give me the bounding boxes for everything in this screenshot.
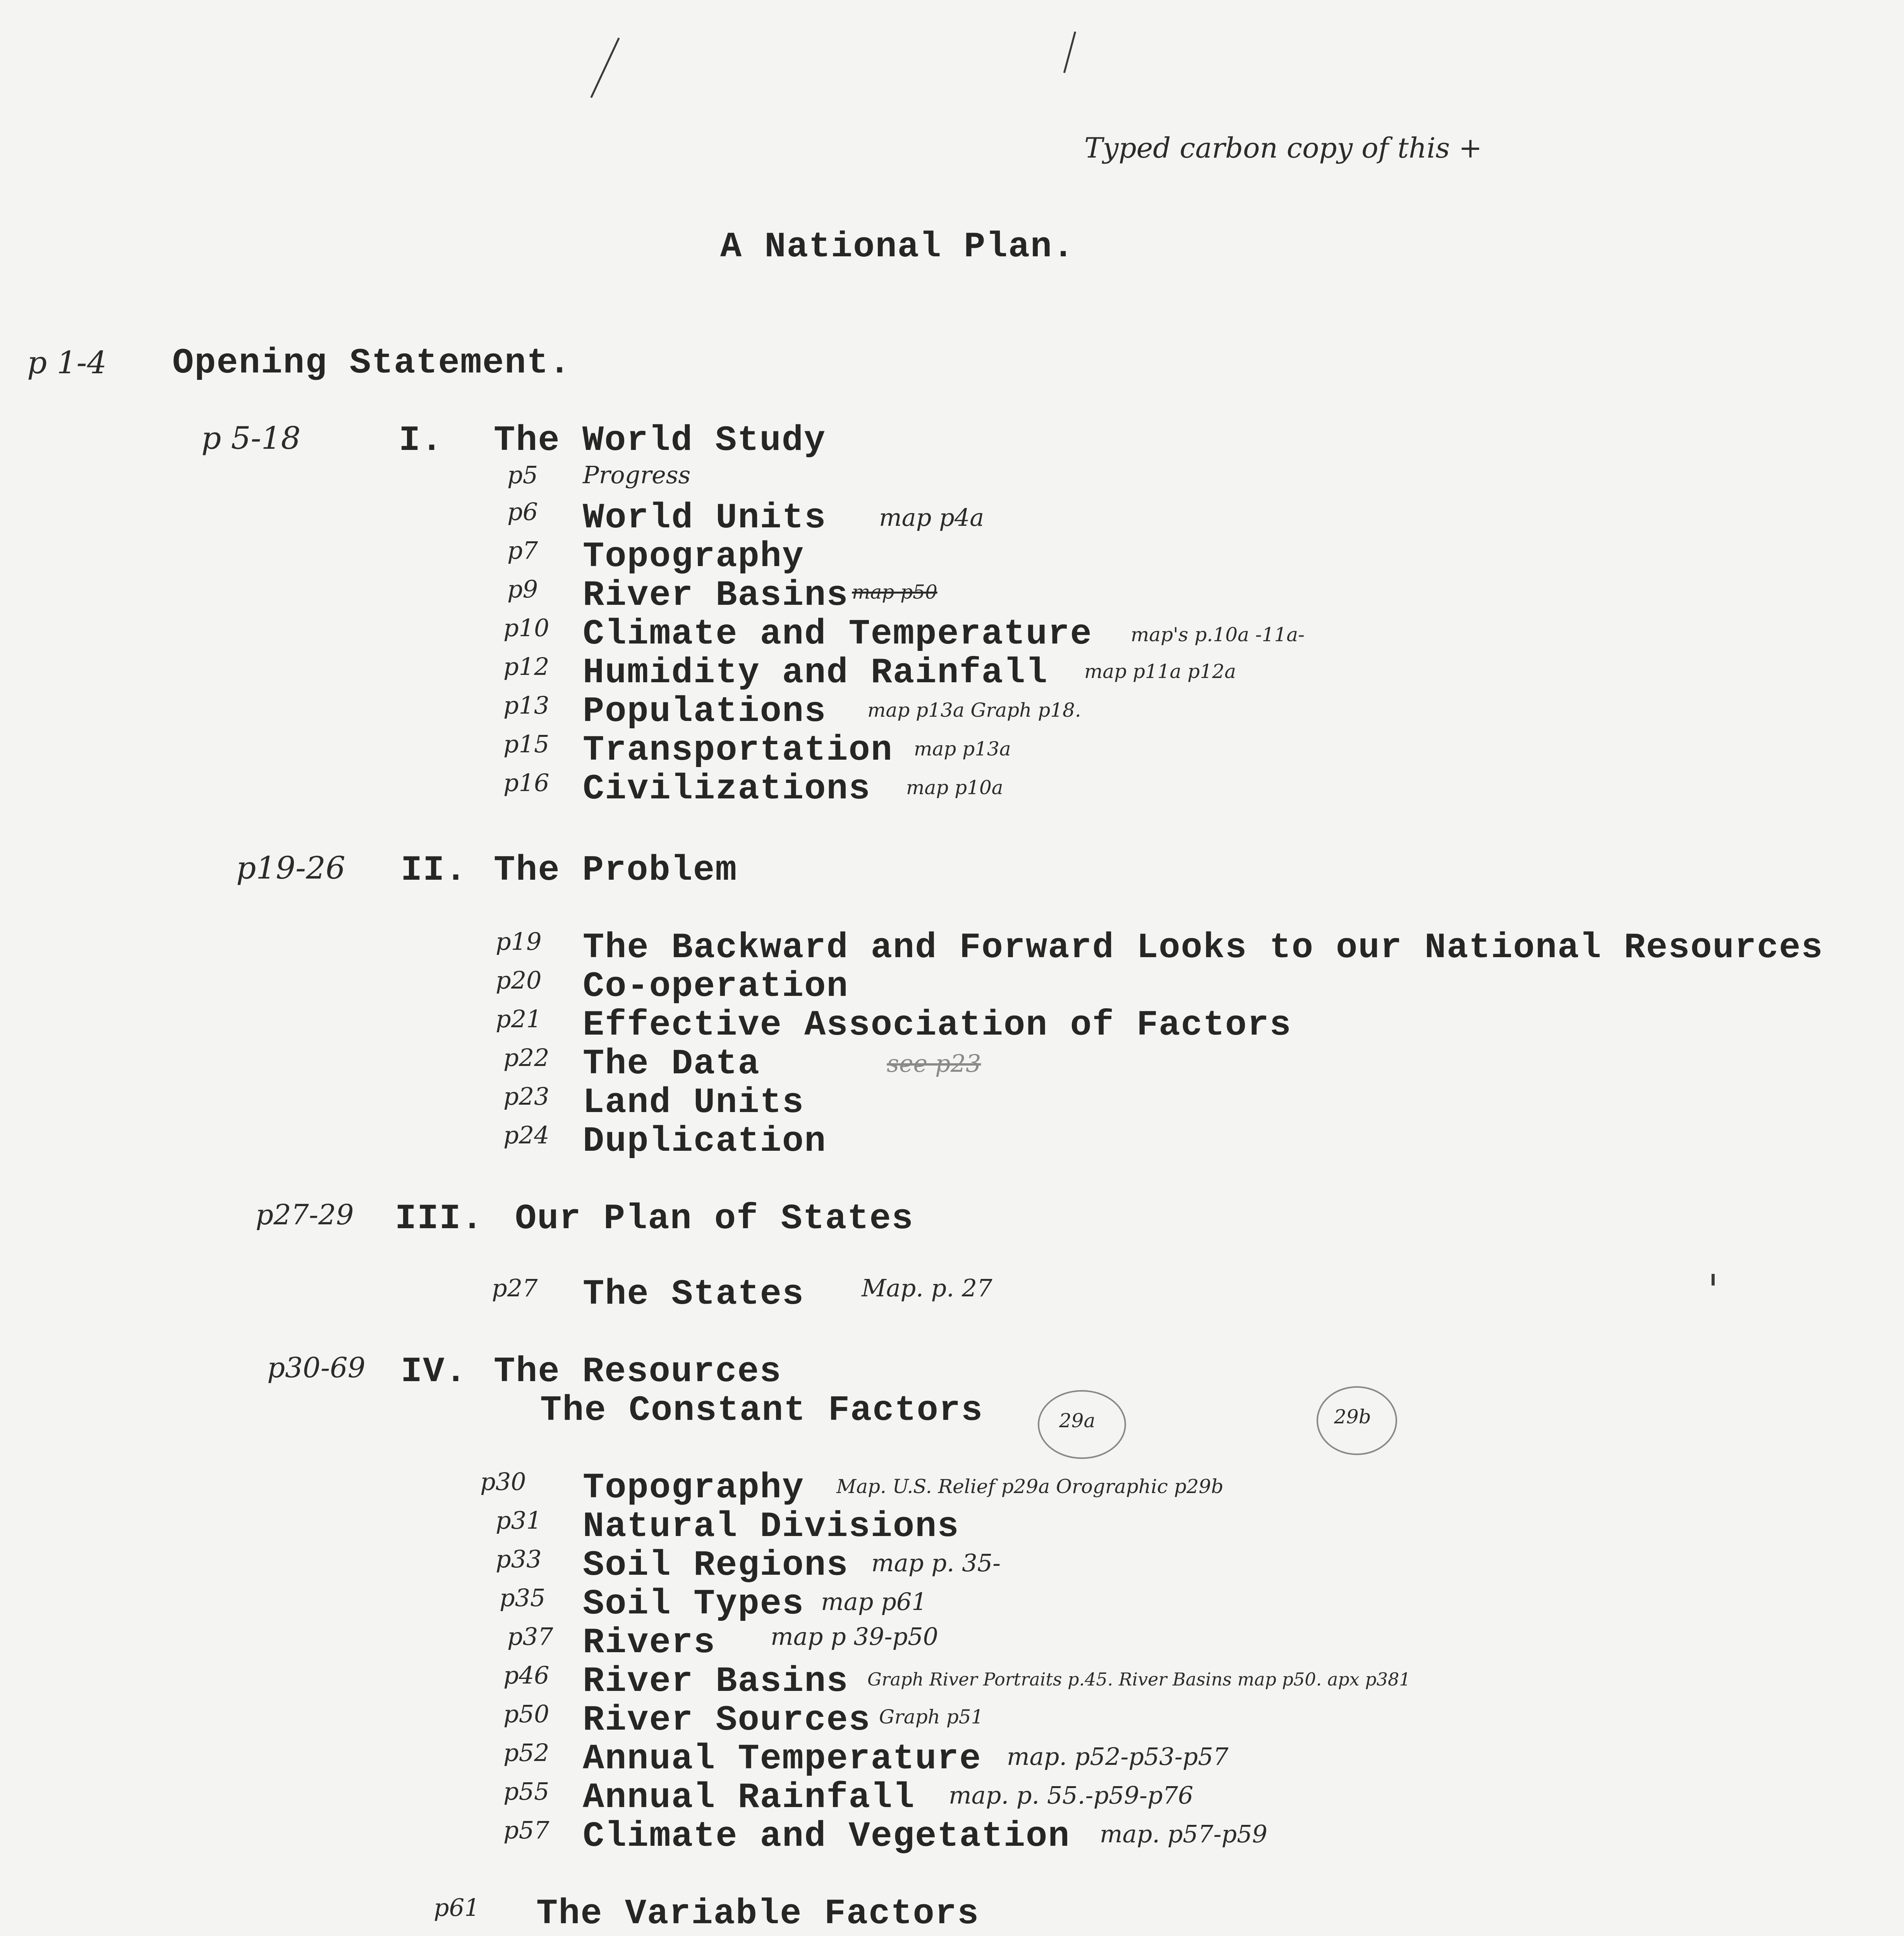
item-note: Graph River Portraits p.45. River Basins map p50. apx p381	[867, 1669, 1411, 1690]
item-ref: p13	[503, 691, 549, 719]
item-ref: p31	[496, 1506, 542, 1534]
circled-note: 29b	[1334, 1406, 1371, 1428]
item-note: map p 39-p50	[771, 1622, 938, 1651]
item-label: Annual Temperature	[583, 1739, 982, 1779]
item-ref: p12	[503, 652, 549, 681]
item-label: Co-operation	[583, 966, 849, 1007]
item-note: map p. 35-	[871, 1549, 1001, 1577]
item-label: River Basins	[583, 1661, 849, 1702]
item-ref: p7	[507, 536, 538, 565]
item-label: Rivers	[583, 1622, 716, 1663]
item-note: Map. U.S. Relief p29a Orographic p29b	[836, 1475, 1224, 1498]
item-label: Humidity and Rainfall	[583, 652, 1048, 693]
item-label: World Units	[583, 498, 827, 538]
item-note: map p50	[852, 581, 937, 603]
section4-subtitle: The Constant Factors	[540, 1390, 984, 1431]
page-title: A National Plan.	[720, 227, 1075, 267]
section1-page-ref: p 5-18	[201, 420, 301, 456]
item-note: map p13a	[914, 738, 1011, 760]
section1-numeral: I.	[399, 420, 443, 461]
item-note: map p61	[821, 1588, 927, 1616]
item-ref: p52	[503, 1739, 549, 1767]
item-ref: p46	[503, 1661, 549, 1689]
section2-page-ref: p19-26	[236, 850, 345, 886]
item-ref: p55	[503, 1777, 549, 1806]
item-label: Transportation	[583, 730, 893, 771]
item-ref: p6	[507, 498, 538, 526]
item-label: Effective Association of Factors	[583, 1005, 1292, 1045]
pencil-mark	[1063, 31, 1076, 73]
ink-dot	[1712, 1274, 1715, 1286]
section4-title: The Resources	[494, 1351, 782, 1392]
item-ref: p10	[503, 614, 549, 642]
item-label: Land Units	[583, 1082, 805, 1123]
item-note: see p23	[887, 1049, 981, 1078]
section3-title: Our Plan of States	[515, 1198, 914, 1239]
item-label: Topography	[583, 536, 805, 577]
item-note: Map. p. 27	[862, 1274, 992, 1302]
item-ref: p16	[503, 769, 549, 797]
item-label: Soil Types	[583, 1584, 805, 1624]
item-ref: p50	[503, 1700, 549, 1728]
item-label: Soil Regions	[583, 1545, 849, 1586]
item-ref: p9	[507, 575, 538, 603]
item-ref: p35	[500, 1584, 546, 1612]
item-note: map. p57-p59	[1100, 1820, 1267, 1848]
section2-title: The Problem	[494, 850, 738, 891]
item-note: map p4a	[879, 503, 984, 532]
item-label: River Basins	[583, 575, 849, 616]
item-label: Duplication	[583, 1121, 827, 1162]
item-ref: p23	[503, 1082, 549, 1110]
opening-statement: Opening Statement.	[172, 343, 571, 383]
section4-numeral: IV.	[401, 1351, 467, 1392]
item-label: Topography	[583, 1467, 805, 1508]
item-note: map p13a Graph p18.	[867, 699, 1081, 721]
circled-note: 29a	[1059, 1409, 1095, 1432]
margin-note: Typed carbon copy of this +	[1084, 132, 1482, 164]
opening-page-ref: p 1-4	[27, 345, 107, 381]
item-label: Natural Divisions	[583, 1506, 960, 1547]
section3-page-ref: p27-29	[256, 1198, 354, 1231]
item-ref: p5	[507, 461, 538, 489]
variable-title: The Variable Factors	[536, 1893, 980, 1934]
item-label: The States	[583, 1274, 805, 1315]
item-label: Annual Rainfall	[583, 1777, 915, 1818]
item-note: map's p.10a -11a-	[1131, 623, 1305, 646]
item-ref: p15	[503, 730, 549, 758]
item-label: Populations	[583, 691, 827, 732]
item-label: The Backward and Forward Looks to our National Resources	[583, 927, 1823, 968]
item-ref: p19	[496, 927, 542, 956]
item-label: River Sources	[583, 1700, 871, 1740]
item-ref: p57	[503, 1816, 549, 1844]
item-label: The Data	[583, 1044, 760, 1084]
item-note: map. p52-p53-p57	[1007, 1742, 1229, 1771]
item-ref: p27	[492, 1274, 538, 1302]
item-label: Civilizations	[583, 769, 871, 809]
item-label: Climate and Vegetation	[583, 1816, 1070, 1857]
item-ref: p20	[496, 966, 542, 994]
item-ref: p30	[480, 1467, 526, 1496]
section2-numeral: II.	[401, 850, 467, 891]
item-note: map. p. 55.-p59-p76	[949, 1781, 1193, 1809]
section4-page-ref: p30-69	[267, 1351, 366, 1384]
item-note: Progress	[583, 461, 691, 489]
item-ref: p37	[507, 1622, 553, 1651]
section3-numeral: III.	[395, 1198, 484, 1239]
item-note: map p10a	[906, 776, 1003, 799]
item-ref: p22	[503, 1044, 549, 1072]
pencil-mark	[590, 38, 620, 98]
section1-title: The World Study	[494, 420, 826, 461]
item-note: Graph p51	[879, 1706, 984, 1728]
item-ref: p21	[496, 1005, 542, 1033]
item-note: map p11a p12a	[1084, 660, 1236, 683]
variable-ref: p61	[434, 1893, 480, 1922]
item-ref: p24	[503, 1121, 549, 1149]
item-ref: p33	[496, 1545, 542, 1573]
item-label: Climate and Temperature	[583, 614, 1092, 654]
